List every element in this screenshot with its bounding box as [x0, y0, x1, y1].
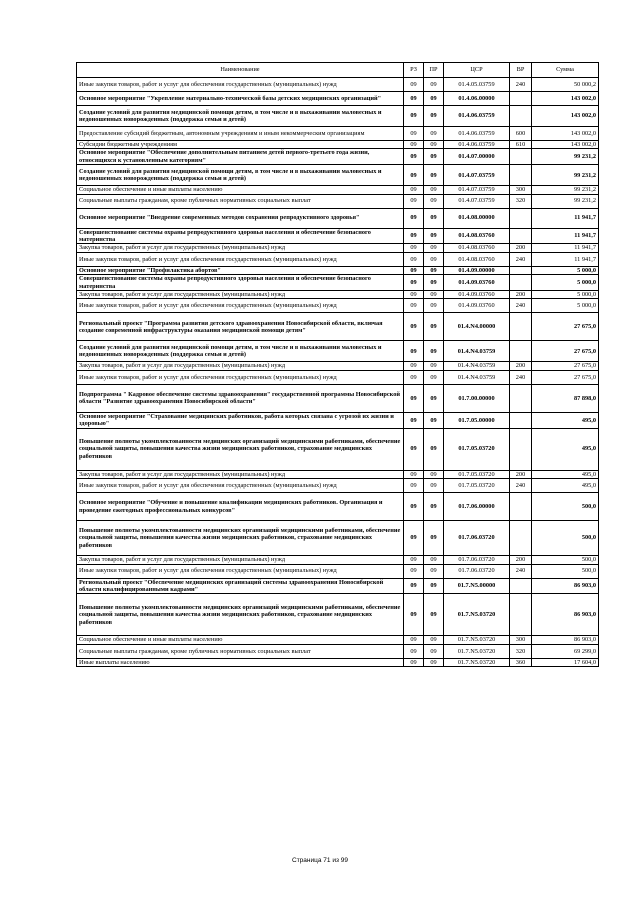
cell-sum: 495,0	[532, 428, 599, 470]
cell-rz: 09	[404, 556, 424, 564]
cell-pr: 09	[424, 149, 444, 165]
cell-sum: 69 299,0	[532, 644, 599, 658]
cell-pr: 09	[424, 244, 444, 252]
header-rz: РЗ	[404, 63, 424, 78]
cell-csr: 01.4.09.00000	[444, 266, 510, 274]
cell-pr: 09	[424, 479, 444, 493]
cell-name: Закупка товаров, работ и услуг для государственных (муниципальных) нужд	[77, 556, 404, 564]
cell-sum: 495,0	[532, 412, 599, 428]
cell-rz: 09	[404, 313, 424, 341]
cell-name: Иные закупки товаров, работ и услуг для обеспечения государственных (муниципальных) нужд	[77, 78, 404, 92]
cell-name: Иные закупки товаров, работ и услуг для обеспечения государственных (муниципальных) нужд	[77, 299, 404, 313]
cell-rz: 09	[404, 370, 424, 384]
cell-csr: 01.7.N5.00000	[444, 578, 510, 594]
cell-rz: 09	[404, 127, 424, 141]
cell-vr: 240	[510, 564, 532, 578]
cell-pr: 09	[424, 564, 444, 578]
cell-rz: 09	[404, 644, 424, 658]
cell-name: Закупка товаров, работ и услуг для государственных (муниципальных) нужд	[77, 244, 404, 252]
cell-name: Региональный проект "Обеспечение медицинских организаций системы здравоохранения Новосибирской области квалифицированными кадрами"	[77, 578, 404, 594]
cell-name: Создание условий для развития медицинской помощи детям, в том числе и в выхаживании маловесных и недоношенных новорожденных (поддержка семьи и детей)	[77, 341, 404, 362]
cell-csr: 01.4.08.00000	[444, 208, 510, 228]
cell-sum: 143 002,0	[532, 106, 599, 127]
cell-rz: 09	[404, 149, 424, 165]
cell-pr: 09	[424, 299, 444, 313]
cell-csr: 01.4.N4.00000	[444, 313, 510, 341]
cell-vr	[510, 228, 532, 244]
cell-name: Основное мероприятие "Укрепление материально-технической базы детских медицинских организаций"	[77, 92, 404, 106]
cell-pr: 09	[424, 658, 444, 666]
cell-vr: 240	[510, 479, 532, 493]
cell-vr	[510, 428, 532, 470]
table-row	[77, 313, 599, 341]
cell-csr: 01.4.08.03760	[444, 228, 510, 244]
table-row	[77, 244, 599, 252]
table-row	[77, 412, 599, 428]
cell-rz: 09	[404, 341, 424, 362]
cell-csr: 01.4.06.00000	[444, 92, 510, 106]
cell-name: Основное мероприятие "Обучение и повышение квалификации медицинских работников. Организация и проведение ежегодных профессиональных конкурсов"	[77, 493, 404, 521]
cell-rz: 09	[404, 228, 424, 244]
table-row	[77, 370, 599, 384]
table-row	[77, 636, 599, 644]
cell-vr: 240	[510, 299, 532, 313]
cell-pr: 09	[424, 291, 444, 299]
cell-pr: 09	[424, 127, 444, 141]
cell-name: Социальное обеспечение и иные выплаты населению	[77, 636, 404, 644]
cell-pr: 09	[424, 165, 444, 186]
cell-name: Повышение полноты укомплектованности медицинских организаций медицинскими работниками, обеспечение социальной защиты, повышения качества жизни медицинских работников, страхование медицинских работников	[77, 428, 404, 470]
table-row	[77, 362, 599, 370]
cell-csr: 01.4.N4.03759	[444, 362, 510, 370]
cell-vr: 320	[510, 194, 532, 208]
cell-rz: 09	[404, 194, 424, 208]
cell-pr: 09	[424, 412, 444, 428]
cell-vr: 320	[510, 644, 532, 658]
cell-vr	[510, 412, 532, 428]
cell-name: Иные закупки товаров, работ и услуг для обеспечения государственных (муниципальных) нужд	[77, 479, 404, 493]
cell-name: Совершенствование системы охраны репродуктивного здоровья населения и обеспечение безопасного материнства	[77, 275, 404, 291]
table-row	[77, 78, 599, 92]
cell-vr	[510, 106, 532, 127]
cell-pr: 09	[424, 470, 444, 478]
cell-name: Иные закупки товаров, работ и услуг для обеспечения государственных (муниципальных) нужд	[77, 564, 404, 578]
table-header-row	[77, 63, 599, 78]
cell-sum: 5 000,0	[532, 291, 599, 299]
cell-sum: 500,0	[532, 564, 599, 578]
cell-rz: 09	[404, 291, 424, 299]
cell-csr: 01.7.05.03720	[444, 470, 510, 478]
header-pr: ПР	[424, 63, 444, 78]
cell-sum: 495,0	[532, 470, 599, 478]
cell-pr: 09	[424, 266, 444, 274]
cell-csr: 01.4.09.03760	[444, 291, 510, 299]
cell-sum: 27 675,0	[532, 362, 599, 370]
cell-sum: 143 002,0	[532, 141, 599, 149]
cell-sum: 5 000,0	[532, 299, 599, 313]
cell-name: Подпрограмма " Кадровое обеспечение системы здравоохранения" государственной программы Новосибирской области "Развитие здравоохранения Новосибирской области"	[77, 384, 404, 412]
cell-name: Закупка товаров, работ и услуг для государственных (муниципальных) нужд	[77, 362, 404, 370]
cell-csr: 01.7.N5.03720	[444, 644, 510, 658]
cell-sum: 495,0	[532, 479, 599, 493]
table-row	[77, 428, 599, 470]
cell-rz: 09	[404, 470, 424, 478]
cell-pr: 09	[424, 636, 444, 644]
cell-vr: 200	[510, 291, 532, 299]
cell-sum: 11 941,7	[532, 244, 599, 252]
table-row	[77, 208, 599, 228]
table-row	[77, 564, 599, 578]
cell-vr: 200	[510, 470, 532, 478]
table-row	[77, 92, 599, 106]
cell-name: Региональный проект "Программа развития детского здравоохранения Новосибирской области, включая создание современной инфраструктуры оказания медицинской помощи детям"	[77, 313, 404, 341]
cell-sum: 27 675,0	[532, 313, 599, 341]
cell-pr: 09	[424, 275, 444, 291]
cell-pr: 09	[424, 106, 444, 127]
cell-rz: 09	[404, 275, 424, 291]
table-row	[77, 493, 599, 521]
cell-name: Совершенствование системы охраны репродуктивного здоровья населения и обеспечение безопасного материнства	[77, 228, 404, 244]
cell-name: Основное мероприятие "Профилактика абортов"	[77, 266, 404, 274]
cell-rz: 09	[404, 92, 424, 106]
table-row	[77, 521, 599, 556]
table-row	[77, 252, 599, 266]
table-row	[77, 228, 599, 244]
cell-rz: 09	[404, 578, 424, 594]
cell-sum: 11 941,7	[532, 228, 599, 244]
cell-vr	[510, 313, 532, 341]
table-row	[77, 141, 599, 149]
cell-pr: 09	[424, 644, 444, 658]
cell-vr	[510, 341, 532, 362]
cell-vr: 240	[510, 78, 532, 92]
cell-sum: 99 231,2	[532, 165, 599, 186]
table-row	[77, 165, 599, 186]
cell-rz: 09	[404, 658, 424, 666]
cell-csr: 01.7.N5.03720	[444, 658, 510, 666]
cell-name: Основное мероприятие "Внедрение современных методов сохранения репродуктивного здоровья"	[77, 208, 404, 228]
cell-rz: 09	[404, 521, 424, 556]
cell-pr: 09	[424, 228, 444, 244]
cell-name: Социальные выплаты гражданам, кроме публичных нормативных социальных выплат	[77, 644, 404, 658]
cell-sum: 99 231,2	[532, 194, 599, 208]
cell-name: Иные закупки товаров, работ и услуг для обеспечения государственных (муниципальных) нужд	[77, 370, 404, 384]
table-row	[77, 384, 599, 412]
cell-vr: 360	[510, 658, 532, 666]
cell-name: Повышение полноты укомплектованности медицинских организаций медицинскими работниками, обеспечение социальной защиты, повышения качества жизни медицинских работников, страхование медицинских работников	[77, 521, 404, 556]
cell-vr	[510, 594, 532, 636]
table-row	[77, 127, 599, 141]
cell-csr: 01.4.N4.03759	[444, 341, 510, 362]
cell-pr: 09	[424, 428, 444, 470]
cell-rz: 09	[404, 208, 424, 228]
cell-sum: 50 000,2	[532, 78, 599, 92]
table-row	[77, 186, 599, 194]
cell-vr: 240	[510, 252, 532, 266]
cell-vr	[510, 165, 532, 186]
cell-vr	[510, 493, 532, 521]
cell-sum: 99 231,2	[532, 149, 599, 165]
cell-vr: 610	[510, 141, 532, 149]
table-row	[77, 578, 599, 594]
cell-pr: 09	[424, 578, 444, 594]
cell-rz: 09	[404, 384, 424, 412]
cell-vr: 600	[510, 127, 532, 141]
cell-name: Иные выплаты населению	[77, 658, 404, 666]
table-row	[77, 149, 599, 165]
cell-pr: 09	[424, 521, 444, 556]
cell-pr: 09	[424, 208, 444, 228]
cell-csr: 01.7.05.00000	[444, 412, 510, 428]
cell-csr: 01.4.07.03759	[444, 194, 510, 208]
cell-sum: 27 675,0	[532, 341, 599, 362]
cell-csr: 01.4.05.03759	[444, 78, 510, 92]
cell-rz: 09	[404, 165, 424, 186]
cell-name: Иные закупки товаров, работ и услуг для обеспечения государственных (муниципальных) нужд	[77, 252, 404, 266]
cell-vr: 200	[510, 362, 532, 370]
cell-sum: 17 604,0	[532, 658, 599, 666]
page-number: Страница 71 из 99	[292, 857, 348, 864]
cell-rz: 09	[404, 141, 424, 149]
cell-sum: 11 941,7	[532, 252, 599, 266]
cell-csr: 01.4.07.00000	[444, 149, 510, 165]
cell-vr: 200	[510, 244, 532, 252]
cell-pr: 09	[424, 594, 444, 636]
cell-vr	[510, 208, 532, 228]
cell-vr	[510, 521, 532, 556]
cell-name: Создание условий для развития медицинской помощи детям, в том числе и в выхаживании маловесных и недоношенных новорожденных (поддержка семьи и детей)	[77, 165, 404, 186]
table-row	[77, 644, 599, 658]
cell-csr: 01.4.09.03760	[444, 299, 510, 313]
cell-rz: 09	[404, 479, 424, 493]
table-row	[77, 479, 599, 493]
cell-csr: 01.4.09.03760	[444, 275, 510, 291]
cell-pr: 09	[424, 362, 444, 370]
cell-csr: 01.7.06.00000	[444, 493, 510, 521]
cell-sum: 5 000,0	[532, 266, 599, 274]
cell-rz: 09	[404, 594, 424, 636]
cell-vr	[510, 384, 532, 412]
table-row	[77, 194, 599, 208]
table-row	[77, 594, 599, 636]
cell-sum: 500,0	[532, 556, 599, 564]
cell-csr: 01.4.N4.03759	[444, 370, 510, 384]
cell-pr: 09	[424, 556, 444, 564]
cell-csr: 01.4.06.03759	[444, 127, 510, 141]
cell-rz: 09	[404, 564, 424, 578]
cell-sum: 86 903,0	[532, 636, 599, 644]
table-row	[77, 291, 599, 299]
cell-rz: 09	[404, 186, 424, 194]
cell-sum: 5 000,0	[532, 275, 599, 291]
cell-csr: 01.4.07.03759	[444, 186, 510, 194]
table-row	[77, 658, 599, 666]
table-row	[77, 470, 599, 478]
cell-name: Субсидии бюджетным учреждениям	[77, 141, 404, 149]
cell-vr	[510, 92, 532, 106]
table-row	[77, 299, 599, 313]
header-vr: ВР	[510, 63, 532, 78]
cell-vr: 300	[510, 186, 532, 194]
cell-name: Повышение полноты укомплектованности медицинских организаций медицинскими работниками, обеспечение социальной защиты, повышения качества жизни медицинских работников, страхование медицинских работников	[77, 594, 404, 636]
cell-rz: 09	[404, 299, 424, 313]
cell-name: Закупка товаров, работ и услуг для государственных (муниципальных) нужд	[77, 291, 404, 299]
cell-vr: 200	[510, 556, 532, 564]
cell-vr: 300	[510, 636, 532, 644]
cell-pr: 09	[424, 186, 444, 194]
cell-pr: 09	[424, 493, 444, 521]
cell-name: Предоставление субсидий бюджетным, автономным учреждениям и иным некоммерческим организациям	[77, 127, 404, 141]
cell-csr: 01.4.06.03759	[444, 141, 510, 149]
cell-csr: 01.7.06.03720	[444, 521, 510, 556]
cell-sum: 86 903,0	[532, 578, 599, 594]
cell-rz: 09	[404, 428, 424, 470]
cell-csr: 01.4.06.03759	[444, 106, 510, 127]
cell-pr: 09	[424, 252, 444, 266]
cell-rz: 09	[404, 266, 424, 274]
cell-pr: 09	[424, 78, 444, 92]
cell-csr: 01.7.N5.03720	[444, 594, 510, 636]
cell-sum: 500,0	[532, 493, 599, 521]
cell-pr: 09	[424, 341, 444, 362]
header-sum: Сумма	[532, 63, 599, 78]
cell-pr: 09	[424, 141, 444, 149]
table-row	[77, 341, 599, 362]
cell-vr	[510, 578, 532, 594]
cell-rz: 09	[404, 493, 424, 521]
cell-rz: 09	[404, 78, 424, 92]
cell-sum: 99 231,2	[532, 186, 599, 194]
cell-pr: 09	[424, 92, 444, 106]
cell-pr: 09	[424, 194, 444, 208]
cell-name: Социальные выплаты гражданам, кроме публичных нормативных социальных выплат	[77, 194, 404, 208]
cell-sum: 11 941,7	[532, 208, 599, 228]
cell-name: Основное мероприятие "Страхование медицинских работников, работа которых связана с угрозой их жизни и здоровью"	[77, 412, 404, 428]
budget-table	[76, 62, 599, 667]
cell-sum: 86 903,0	[532, 594, 599, 636]
cell-sum: 87 898,0	[532, 384, 599, 412]
cell-name: Социальное обеспечение и иные выплаты населению	[77, 186, 404, 194]
cell-name: Основное мероприятие "Обеспечение дополнительным питанием детей первого-третьего года жизни, относящихся к установленным категориям"	[77, 149, 404, 165]
cell-rz: 09	[404, 244, 424, 252]
table-row	[77, 106, 599, 127]
cell-rz: 09	[404, 362, 424, 370]
cell-rz: 09	[404, 106, 424, 127]
cell-pr: 09	[424, 370, 444, 384]
cell-sum: 27 675,0	[532, 370, 599, 384]
cell-sum: 143 002,0	[532, 92, 599, 106]
cell-rz: 09	[404, 412, 424, 428]
cell-sum: 500,0	[532, 521, 599, 556]
header-name: Наименование	[77, 63, 404, 78]
cell-pr: 09	[424, 384, 444, 412]
cell-csr: 01.4.08.03760	[444, 252, 510, 266]
cell-vr: 240	[510, 370, 532, 384]
cell-vr	[510, 266, 532, 274]
header-csr: ЦСР	[444, 63, 510, 78]
cell-rz: 09	[404, 636, 424, 644]
cell-csr: 01.4.08.03760	[444, 244, 510, 252]
cell-csr: 01.7.06.03720	[444, 556, 510, 564]
cell-pr: 09	[424, 313, 444, 341]
cell-vr	[510, 149, 532, 165]
cell-csr: 01.7.05.03720	[444, 479, 510, 493]
table-body	[77, 78, 599, 667]
cell-vr	[510, 275, 532, 291]
table-row	[77, 556, 599, 564]
table-row	[77, 275, 599, 291]
table-row	[77, 266, 599, 274]
cell-csr: 01.7.05.03720	[444, 428, 510, 470]
cell-csr: 01.7.06.03720	[444, 564, 510, 578]
cell-csr: 01.7.N5.03720	[444, 636, 510, 644]
cell-csr: 01.4.07.03759	[444, 165, 510, 186]
cell-sum: 143 002,0	[532, 127, 599, 141]
cell-csr: 01.7.00.00000	[444, 384, 510, 412]
cell-name: Закупка товаров, работ и услуг для государственных (муниципальных) нужд	[77, 470, 404, 478]
cell-name: Создание условий для развития медицинской помощи детям, в том числе и в выхаживании маловесных и недоношенных новорожденных (поддержка семьи и детей)	[77, 106, 404, 127]
cell-rz: 09	[404, 252, 424, 266]
